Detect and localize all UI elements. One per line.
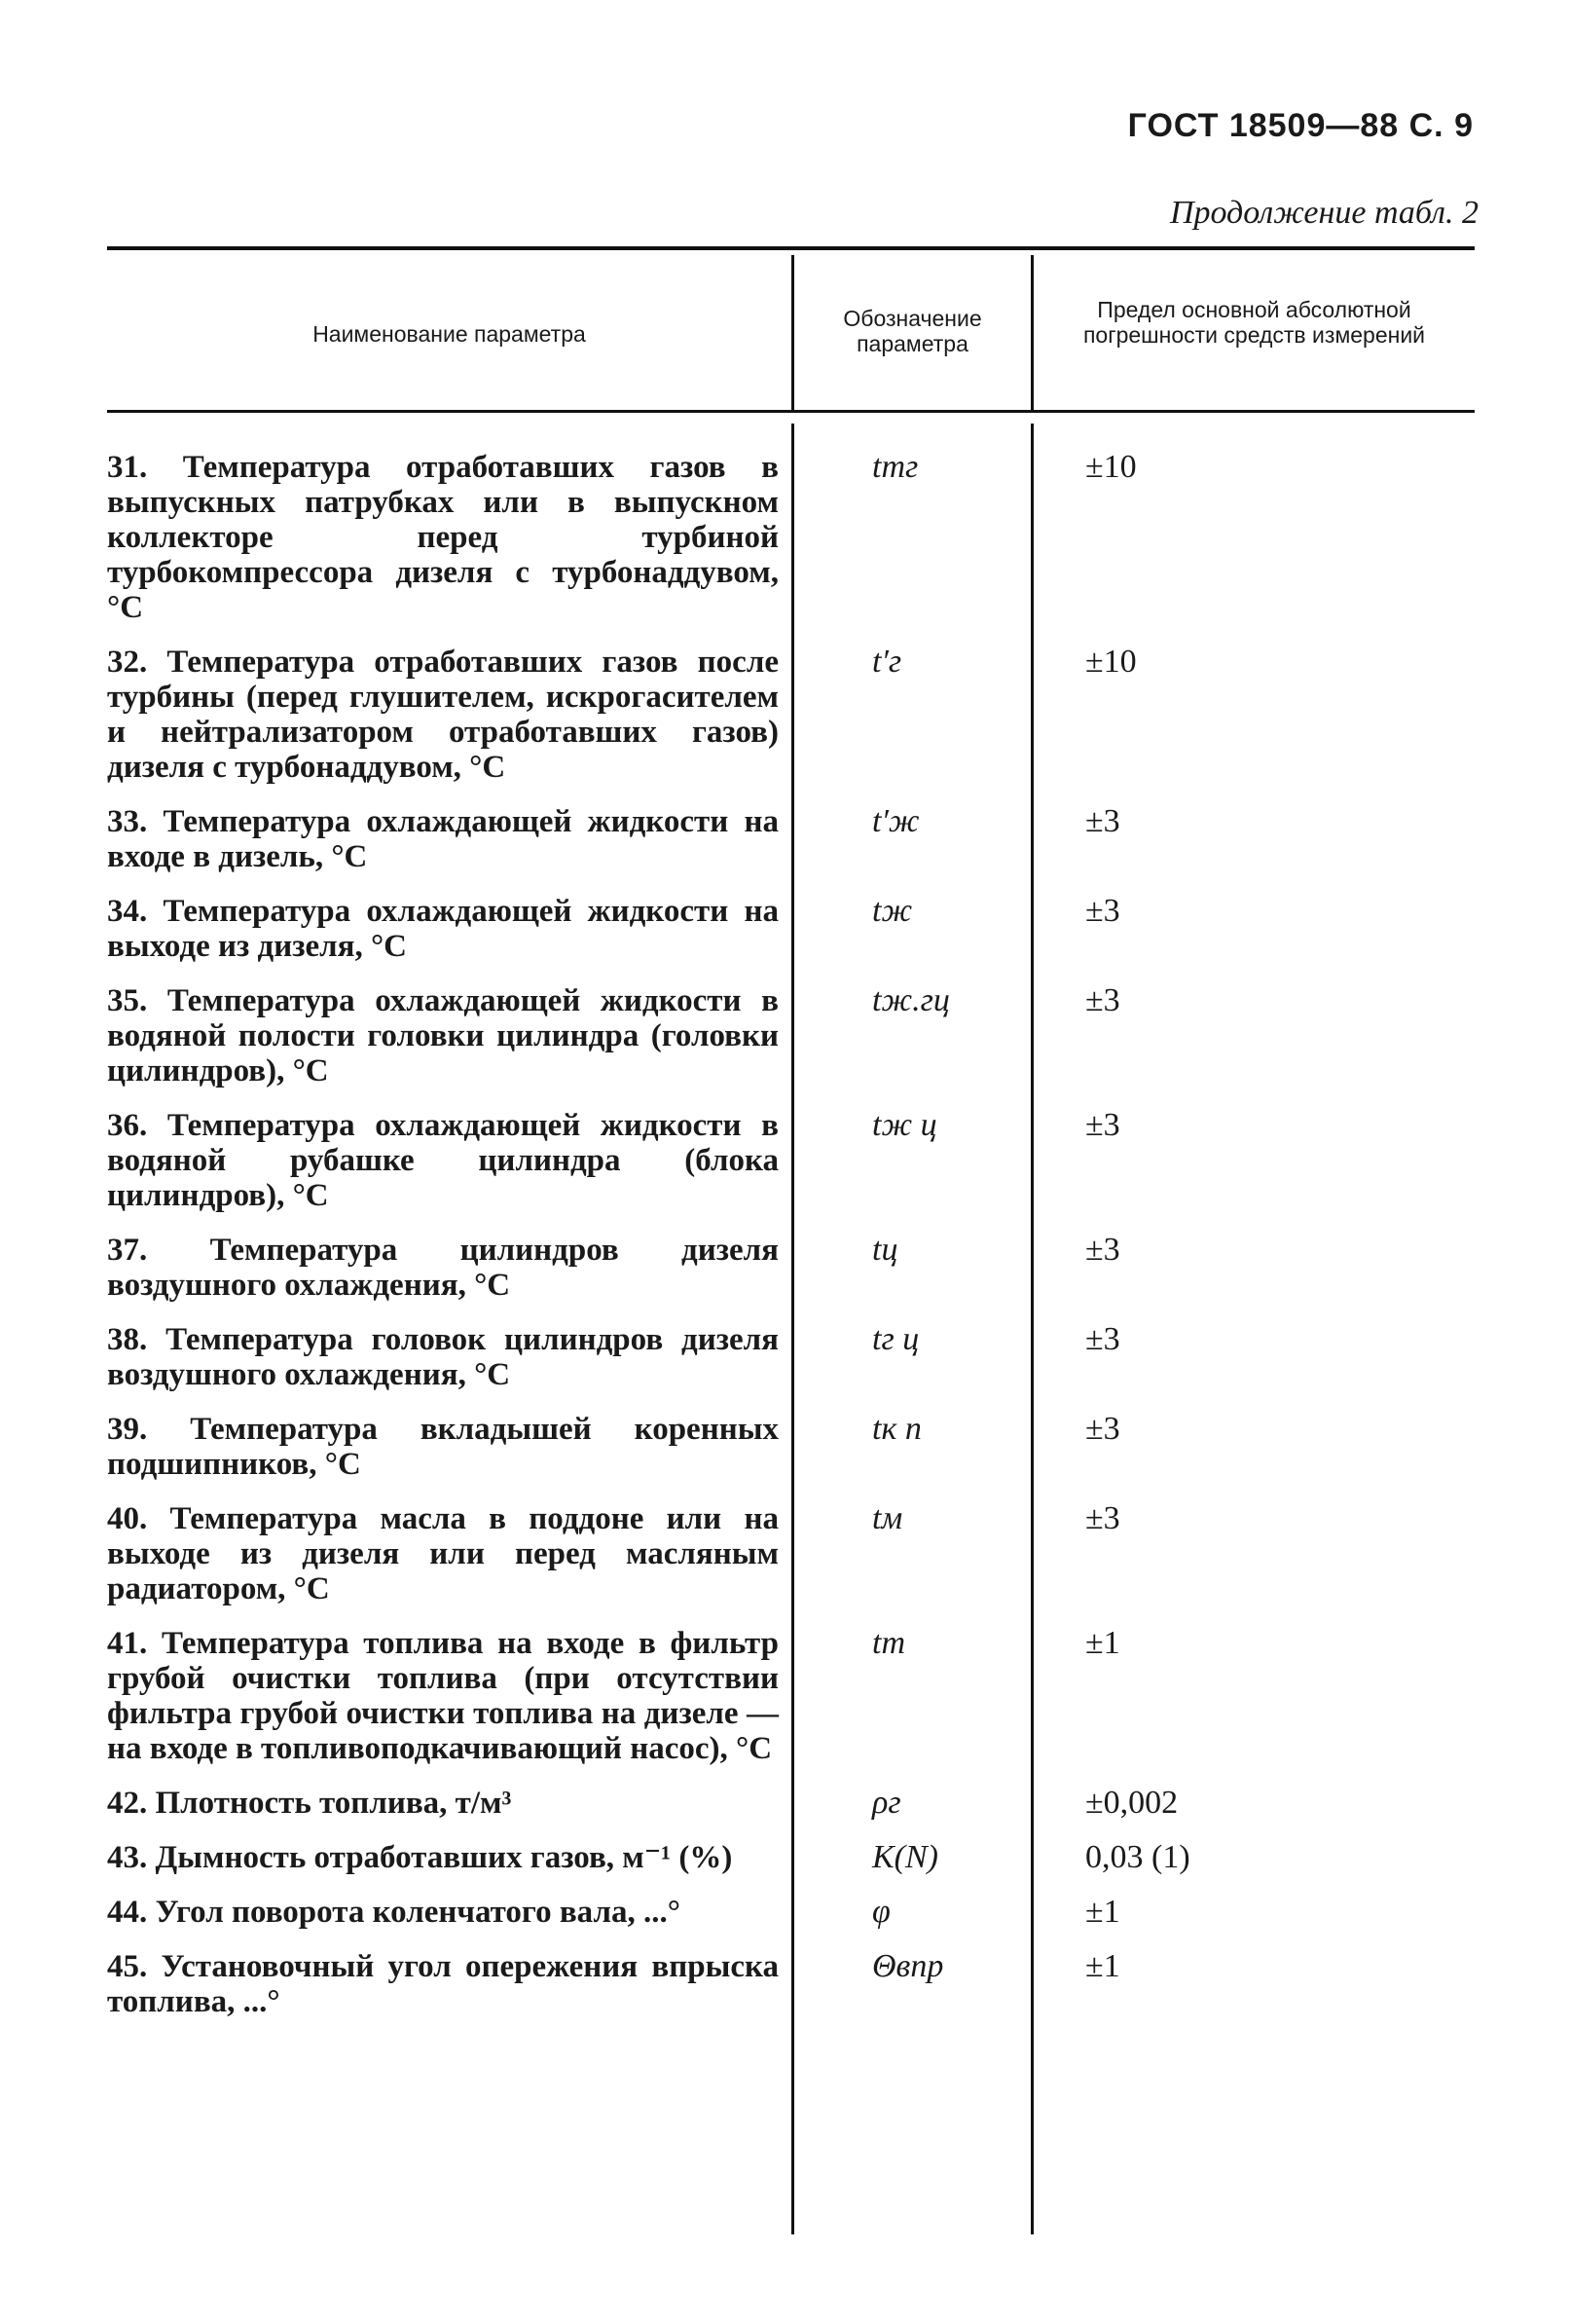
table-continuation-label: Продолжение табл. 2 [1169,195,1479,231]
error-limit: ±3 [1085,803,1120,839]
table-row [107,1412,1475,1482]
table-row [107,450,1475,625]
parameter-symbol: t′ж [872,803,920,839]
parameter-symbol: tж [872,893,913,929]
table-top-rule [107,246,1475,250]
parameter-symbol: tг ц [872,1321,920,1357]
table-row [107,1840,1475,1875]
parameter-symbol: tк п [872,1411,922,1447]
parameter-name: 45. Установочный угол опережения впрыска топлива, ...° [107,1949,779,2019]
column-header-name: Наименование параметра [312,321,586,347]
parameter-name: 36. Температура охлаждающей жидкости в водяной рубашке цилиндра (блока цилиндров), °С [107,1108,779,1213]
table-row [107,1895,1475,1930]
parameter-name: 35. Температура охлаждающей жидкости в водяной полости головки цилиндра (головки цилиндров), °С [107,983,779,1088]
error-limit: ±1 [1085,1948,1120,1984]
parameter-name: 40. Температура масла в поддоне или на выходе из дизеля или перед масляным радиатором, °С [107,1501,779,1606]
page-header-standard: ГОСТ 18509—88 С. 9 [1127,107,1474,144]
parameter-symbol: tж.гц [872,982,950,1018]
parameter-name: 42. Плотность топлива, т/м³ [107,1786,512,1821]
error-limit: ±3 [1085,1107,1120,1143]
parameter-name: 31. Температура отработавших газов в выпускных патрубках или в выпускном коллекторе перед турбиной турбокомпрессора дизеля с турбонаддувом, °С [107,450,779,625]
parameter-symbol: tт [872,1625,905,1661]
parameter-name: 39. Температура вкладышей коренных подшипников, °С [107,1412,779,1482]
parameter-symbol: tтг [872,449,919,485]
parameter-symbol: t′г [872,644,902,680]
parameter-name: 32. Температура отработавших газов после турбины (перед глушителем, искрогасителем и нейтрализатором отработавших газов) дизеля с турбонаддувом, °С [107,645,779,785]
error-limit: ±3 [1085,1232,1120,1268]
table-row [107,1626,1475,1766]
error-limit: ±0,002 [1085,1785,1179,1821]
error-limit: ±3 [1085,982,1120,1018]
parameter-name: 34. Температура охлаждающей жидкости на выходе из дизеля, °С [107,894,779,964]
parameter-symbol: tж ц [872,1107,937,1143]
parameter-name: 41. Температура топлива на входе в фильтр грубой очистки топлива (при отсутствии фильтра грубой очистки топлива на дизеле — на входе в топливоподкачивающий насос), °С [107,1626,779,1766]
error-limit: ±10 [1085,644,1137,680]
error-limit: ±3 [1085,1411,1120,1447]
parameter-symbol: K(N) [872,1839,938,1875]
parameter-name: 37. Температура цилиндров дизеля воздушного охлаждения, °С [107,1233,779,1303]
column-header-symbol: Обозначение параметра [843,306,982,356]
table-row [107,804,1475,874]
parameter-symbol: ρг [872,1785,901,1821]
parameter-symbol: tц [872,1232,898,1268]
parameter-name: 33. Температура охлаждающей жидкости на входе в дизель, °С [107,804,779,874]
error-limit: 0,03 (1) [1085,1839,1190,1875]
table-row [107,1108,1475,1213]
error-limit: ±10 [1085,449,1137,485]
table-row [107,1233,1475,1303]
table-row [107,1786,1475,1821]
parameter-name: 43. Дымность отработавших газов, м⁻¹ (%) [107,1840,733,1875]
parameter-symbol: φ [872,1894,891,1930]
table-row [107,983,1475,1088]
table-row [107,1501,1475,1606]
table-row [107,645,1475,785]
error-limit: ±3 [1085,1321,1120,1357]
error-limit: ±1 [1085,1894,1120,1930]
error-limit: ±3 [1085,893,1120,929]
table-row [107,894,1475,964]
table-row [107,1322,1475,1392]
parameter-symbol: Θвпр [872,1948,944,1984]
table-row [107,1949,1475,2019]
error-limit: ±1 [1085,1625,1120,1661]
parameter-name: 38. Температура головок цилиндров дизеля воздушного охлаждения, °С [107,1322,779,1392]
column-header-limit: Предел основной абсолютной погрешности средств измерений [1082,297,1426,348]
error-limit: ±3 [1085,1500,1120,1536]
table-body [107,450,1475,2039]
parameter-symbol: tм [872,1500,903,1536]
parameter-name: 44. Угол поворота коленчатого вала, ...° [107,1895,680,1930]
